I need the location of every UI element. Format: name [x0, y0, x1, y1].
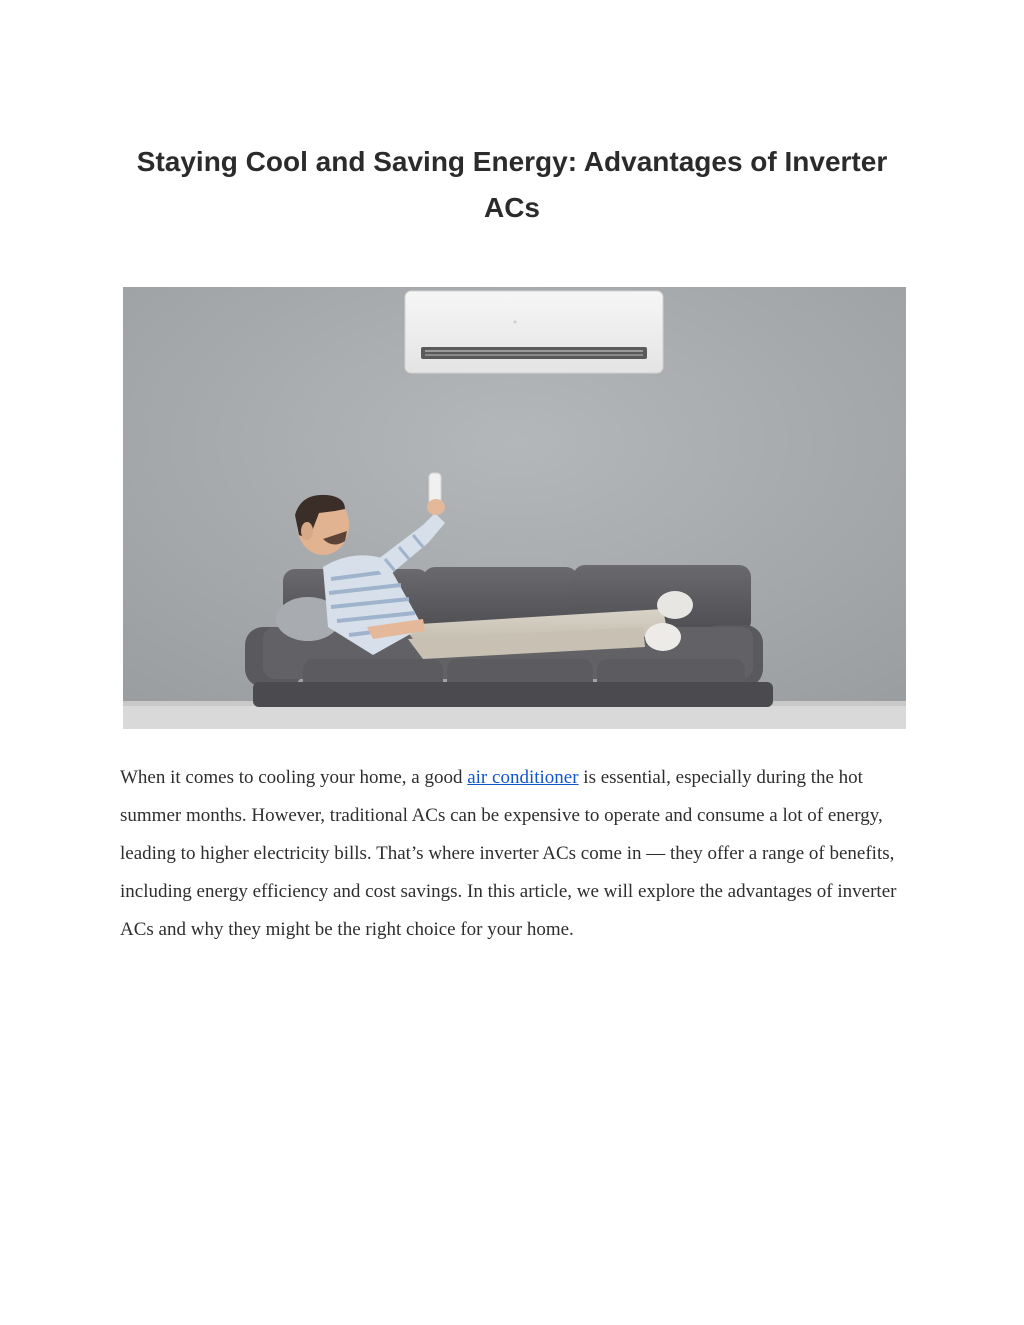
page-title: Staying Cool and Saving Energy: Advantages of Inverter ACs [136, 146, 888, 223]
air-conditioner-link[interactable]: air conditioner [467, 767, 579, 788]
intro-paragraph [120, 759, 910, 949]
ac-unit-graphic [405, 291, 663, 373]
intro-text-after-link: is essential, especially during the hot summer months. However, traditional ACs can be expensive to operate and consume a lot of energy, leading to higher electricity bills. That’s where inverter ACs come in — they offer a range of benefits, including energy efficiency and cost savings. In this article, we will explore the advantages of inverter ACs and why they might be the right choice for your home. [120, 767, 897, 940]
hero-image [123, 287, 906, 729]
intro-text-before-link: When it comes to cooling your home, a good [120, 767, 468, 788]
